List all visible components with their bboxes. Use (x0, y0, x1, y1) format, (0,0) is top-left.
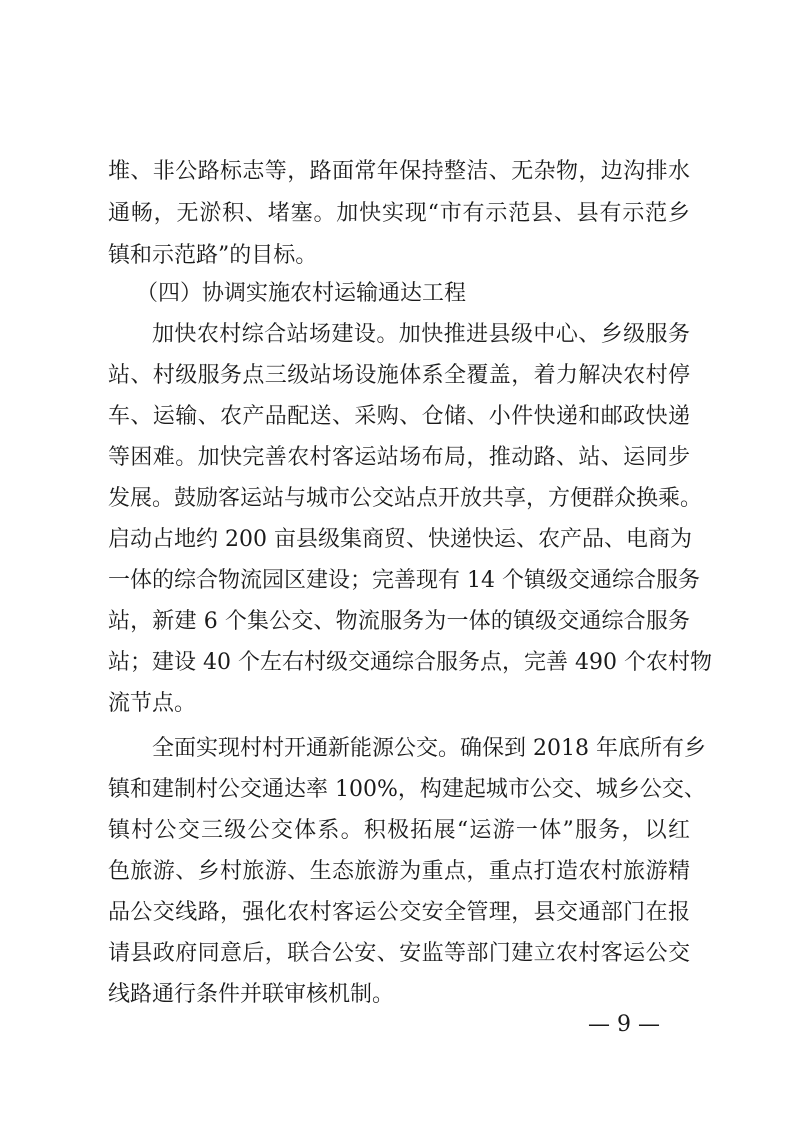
text-line: 镇和建制村公交通达率 100%，构建起城市公交、城乡公交、 (108, 777, 706, 802)
text-line: 加快农村综合站场建设。加快推进县级中心、乡级服务 (152, 322, 690, 347)
text-line: 站、村级服务点三级站场设施体系全覆盖，着力解决农村停 (108, 363, 690, 388)
page-number: — 9 — (588, 1012, 660, 1037)
text-line: 站，新建 6 个集公交、物流服务为一体的镇级交通综合服务 (108, 609, 690, 634)
text-line: 流节点。 (108, 691, 197, 716)
text-line: 品公交线路，强化农村客运公交安全管理，县交通部门在报 (108, 900, 690, 925)
text-line: 色旅游、乡村旅游、生态旅游为重点，重点打造农村旅游精 (108, 859, 690, 884)
text-line: 镇村公交三级公交体系。积极拓展“运游一体”服务，以红 (108, 818, 690, 843)
text-line: 通畅，无淤积、堵塞。加快实现“市有示范县、县有示范乡 (108, 201, 690, 226)
text-line: 线路通行条件并联审核机制。 (108, 982, 395, 1007)
text-line: 车、运输、农产品配送、采购、仓储、小件快递和邮政快递 (108, 404, 690, 429)
text-line: 发展。鼓励客运站与城市公交站点开放共享，方便群众换乘。 (108, 486, 703, 511)
section-heading: （四）协调实施农村运输通达工程 (136, 281, 467, 306)
text-line: 请县政府同意后，联合公安、安监等部门建立农村客运公交 (108, 941, 690, 966)
text-line: 启动占地约 200 亩县级集商贸、快递快运、农产品、电商为 (108, 527, 692, 552)
text-line: 站；建设 40 个左右村级交通综合服务点，完善 490 个农村物 (108, 650, 712, 675)
text-line: 一体的综合物流园区建设；完善现有 14 个镇级交通综合服务 (108, 568, 700, 593)
text-line: 全面实现村村开通新能源公交。确保到 2018 年底所有乡 (152, 736, 706, 761)
text-line: 镇和示范路”的目标。 (108, 243, 318, 268)
text-line: 堆、非公路标志等，路面常年保持整洁、无杂物，边沟排水 (108, 159, 690, 184)
text-line: 等困难。加快完善农村客运站场布局，推动路、站、运同步 (108, 445, 690, 470)
